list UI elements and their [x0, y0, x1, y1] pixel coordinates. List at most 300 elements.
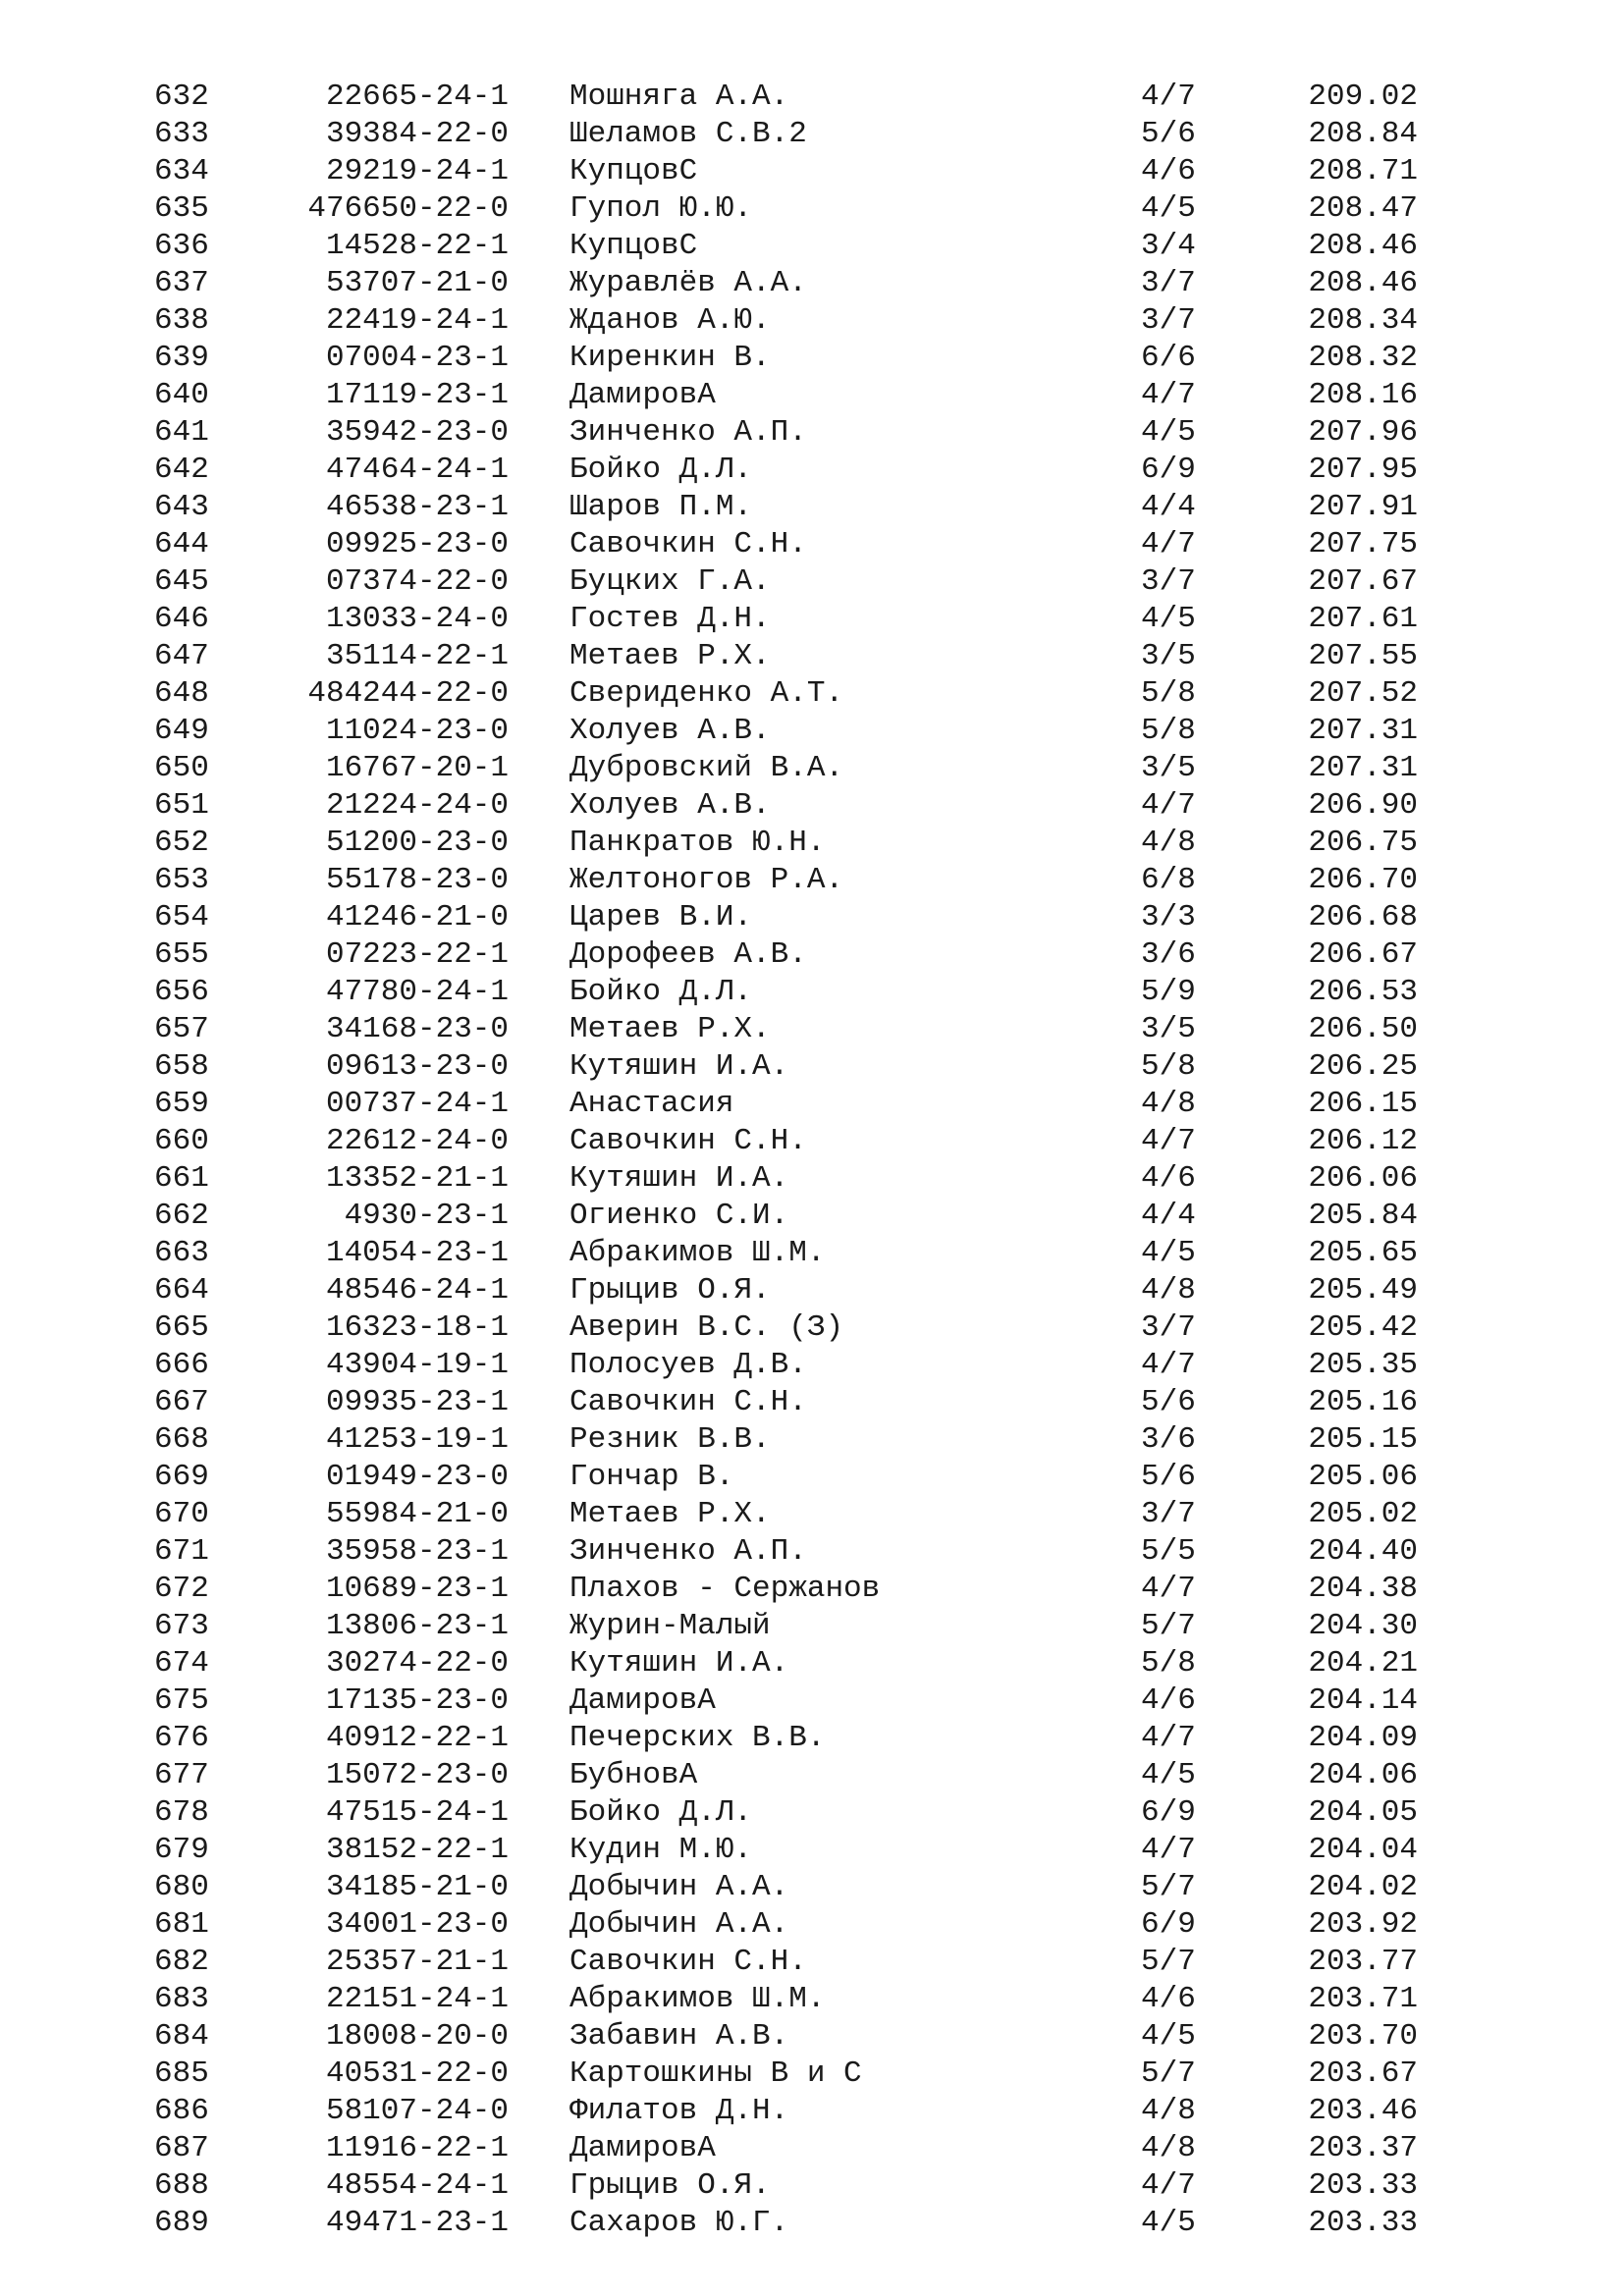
owner-name-cell: Журавлёв А.А.: [569, 266, 807, 300]
table-row: [0, 1720, 1624, 1757]
table-row: [0, 1421, 1624, 1459]
score-cell: 205.35: [1308, 1348, 1418, 1382]
score-cell: 204.38: [1308, 1572, 1418, 1606]
entry-id-cell: 55984-21-0: [325, 1497, 509, 1531]
table-row: [0, 414, 1624, 452]
score-cell: 205.06: [1308, 1460, 1418, 1494]
rank-cell: 684: [154, 2019, 209, 2054]
ratio-cell: 3/6: [1141, 1422, 1196, 1457]
score-cell: 206.12: [1308, 1124, 1418, 1158]
rank-cell: 680: [154, 1870, 209, 1904]
owner-name-cell: Журин-Малый: [569, 1609, 771, 1643]
score-cell: 207.31: [1308, 751, 1418, 785]
owner-name-cell: ДамировА: [569, 378, 716, 412]
ratio-cell: 3/5: [1141, 751, 1196, 785]
owner-name-cell: Плахов - Сержанов: [569, 1572, 881, 1606]
owner-name-cell: Огиенко С.И.: [569, 1199, 789, 1233]
score-cell: 204.14: [1308, 1683, 1418, 1718]
score-cell: 207.61: [1308, 602, 1418, 636]
table-row: [0, 936, 1624, 974]
table-row: [0, 713, 1624, 750]
owner-name-cell: Печерских В.В.: [569, 1721, 826, 1755]
score-cell: 207.55: [1308, 639, 1418, 673]
owner-name-cell: Метаев Р.Х.: [569, 1497, 771, 1531]
owner-name-cell: Грыцив О.Я.: [569, 1273, 771, 1308]
owner-name-cell: Шаров П.М.: [569, 490, 753, 524]
ratio-cell: 5/6: [1141, 1385, 1196, 1419]
entry-id-cell: 21224-24-0: [325, 788, 509, 823]
rank-cell: 687: [154, 2131, 209, 2165]
ratio-cell: 3/7: [1141, 1310, 1196, 1345]
score-cell: 205.02: [1308, 1497, 1418, 1531]
table-row: [0, 2167, 1624, 2205]
ratio-cell: 4/7: [1141, 1721, 1196, 1755]
ratio-cell: 4/8: [1141, 826, 1196, 860]
entry-id-cell: 25357-21-1: [325, 1945, 509, 1979]
table-row: [0, 1198, 1624, 1235]
rank-cell: 688: [154, 2168, 209, 2203]
rank-cell: 656: [154, 975, 209, 1009]
ratio-cell: 5/8: [1141, 676, 1196, 711]
owner-name-cell: Жданов А.Ю.: [569, 303, 771, 338]
entry-id-cell: 29219-24-1: [325, 154, 509, 188]
entry-id-cell: 15072-23-0: [325, 1758, 509, 1792]
score-cell: 207.67: [1308, 564, 1418, 599]
entry-id-cell: 22665-24-1: [325, 80, 509, 114]
ratio-cell: 4/5: [1141, 415, 1196, 450]
entry-id-cell: 55178-23-0: [325, 863, 509, 897]
score-cell: 206.06: [1308, 1161, 1418, 1196]
table-row: [0, 1682, 1624, 1720]
rank-cell: 677: [154, 1758, 209, 1792]
entry-id-cell: 16323-18-1: [325, 1310, 509, 1345]
owner-name-cell: Киренкин В.: [569, 341, 771, 375]
owner-name-cell: Гупол Ю.Ю.: [569, 191, 753, 226]
table-row: [0, 1981, 1624, 2018]
rank-cell: 636: [154, 229, 209, 263]
rank-cell: 675: [154, 1683, 209, 1718]
owner-name-cell: КупцовС: [569, 229, 698, 263]
table-row: [0, 452, 1624, 489]
table-row: [0, 1757, 1624, 1794]
score-cell: 203.67: [1308, 2056, 1418, 2091]
owner-name-cell: Бойко Д.Л.: [569, 453, 753, 487]
score-cell: 208.46: [1308, 229, 1418, 263]
table-row: [0, 340, 1624, 377]
entry-id-cell: 35942-23-0: [325, 415, 509, 450]
owner-name-cell: Савочкин С.Н.: [569, 527, 807, 561]
rank-cell: 658: [154, 1049, 209, 1084]
score-cell: 207.95: [1308, 453, 1418, 487]
entry-id-cell: 46538-23-1: [325, 490, 509, 524]
ratio-cell: 3/5: [1141, 1012, 1196, 1046]
table-row: [0, 899, 1624, 936]
ratio-cell: 4/7: [1141, 378, 1196, 412]
ratio-cell: 4/6: [1141, 154, 1196, 188]
ratio-cell: 5/7: [1141, 1870, 1196, 1904]
ratio-cell: 4/5: [1141, 1758, 1196, 1792]
rank-cell: 667: [154, 1385, 209, 1419]
score-cell: 204.05: [1308, 1795, 1418, 1830]
owner-name-cell: Бойко Д.Л.: [569, 975, 753, 1009]
rank-cell: 668: [154, 1422, 209, 1457]
ratio-cell: 4/6: [1141, 1161, 1196, 1196]
owner-name-cell: Кутяшин И.А.: [569, 1049, 789, 1084]
owner-name-cell: Забавин А.В.: [569, 2019, 789, 2054]
rank-cell: 654: [154, 900, 209, 934]
ratio-cell: 5/5: [1141, 1534, 1196, 1569]
ratio-cell: 5/7: [1141, 1609, 1196, 1643]
score-cell: 204.04: [1308, 1833, 1418, 1867]
score-cell: 206.68: [1308, 900, 1418, 934]
rank-cell: 683: [154, 1982, 209, 2016]
entry-id-cell: 47464-24-1: [325, 453, 509, 487]
owner-name-cell: Кутяшин И.А.: [569, 1161, 789, 1196]
score-cell: 204.06: [1308, 1758, 1418, 1792]
table-row: [0, 377, 1624, 414]
score-cell: 206.90: [1308, 788, 1418, 823]
results-table: [0, 79, 1624, 2242]
entry-id-cell: 18008-20-0: [325, 2019, 509, 2054]
ratio-cell: 4/7: [1141, 2168, 1196, 2203]
table-row: [0, 1347, 1624, 1384]
entry-id-cell: 17135-23-0: [325, 1683, 509, 1718]
table-row: [0, 563, 1624, 601]
score-cell: 207.96: [1308, 415, 1418, 450]
rank-cell: 664: [154, 1273, 209, 1308]
rank-cell: 661: [154, 1161, 209, 1196]
owner-name-cell: Гончар В.: [569, 1460, 734, 1494]
ratio-cell: 5/6: [1141, 1460, 1196, 1494]
ratio-cell: 4/4: [1141, 490, 1196, 524]
table-row: [0, 2018, 1624, 2056]
rank-cell: 638: [154, 303, 209, 338]
ratio-cell: 4/7: [1141, 1124, 1196, 1158]
rank-cell: 650: [154, 751, 209, 785]
score-cell: 207.52: [1308, 676, 1418, 711]
rank-cell: 670: [154, 1497, 209, 1531]
score-cell: 203.71: [1308, 1982, 1418, 2016]
ratio-cell: 6/9: [1141, 1795, 1196, 1830]
table-row: [0, 1906, 1624, 1944]
entry-id-cell: 34001-23-0: [325, 1907, 509, 1942]
table-row: [0, 265, 1624, 302]
entry-id-cell: 48546-24-1: [325, 1273, 509, 1308]
score-cell: 206.53: [1308, 975, 1418, 1009]
score-cell: 205.84: [1308, 1199, 1418, 1233]
owner-name-cell: Холуев А.В.: [569, 788, 771, 823]
owner-name-cell: Абракимов Ш.М.: [569, 1236, 826, 1270]
table-row: [0, 1048, 1624, 1086]
owner-name-cell: Кудин М.Ю.: [569, 1833, 753, 1867]
ratio-cell: 6/9: [1141, 1907, 1196, 1942]
ratio-cell: 4/5: [1141, 602, 1196, 636]
score-cell: 203.33: [1308, 2168, 1418, 2203]
rank-cell: 657: [154, 1012, 209, 1046]
rank-cell: 674: [154, 1646, 209, 1681]
owner-name-cell: БубновА: [569, 1758, 698, 1792]
rank-cell: 660: [154, 1124, 209, 1158]
table-row: [0, 489, 1624, 526]
entry-id-cell: 43904-19-1: [325, 1348, 509, 1382]
entry-id-cell: 38152-22-1: [325, 1833, 509, 1867]
score-cell: 205.49: [1308, 1273, 1418, 1308]
ratio-cell: 3/7: [1141, 303, 1196, 338]
entry-id-cell: 07374-22-0: [325, 564, 509, 599]
ratio-cell: 4/5: [1141, 2019, 1196, 2054]
entry-id-cell: 13033-24-0: [325, 602, 509, 636]
entry-id-cell: 22612-24-0: [325, 1124, 509, 1158]
table-row: [0, 974, 1624, 1011]
rank-cell: 642: [154, 453, 209, 487]
entry-id-cell: 47780-24-1: [325, 975, 509, 1009]
rank-cell: 632: [154, 80, 209, 114]
score-cell: 209.02: [1308, 80, 1418, 114]
owner-name-cell: Свериденко А.Т.: [569, 676, 844, 711]
entry-id-cell: 17119-23-1: [325, 378, 509, 412]
rank-cell: 659: [154, 1087, 209, 1121]
score-cell: 205.42: [1308, 1310, 1418, 1345]
rank-cell: 634: [154, 154, 209, 188]
owner-name-cell: Метаев Р.Х.: [569, 639, 771, 673]
rank-cell: 643: [154, 490, 209, 524]
entry-id-cell: 41246-21-0: [325, 900, 509, 934]
ratio-cell: 4/8: [1141, 1273, 1196, 1308]
owner-name-cell: Анастасия: [569, 1087, 734, 1121]
table-row: [0, 1086, 1624, 1123]
table-row: [0, 1384, 1624, 1421]
rank-cell: 665: [154, 1310, 209, 1345]
table-row: [0, 228, 1624, 265]
ratio-cell: 3/6: [1141, 937, 1196, 972]
table-row: [0, 1832, 1624, 1869]
owner-name-cell: Резник В.В.: [569, 1422, 771, 1457]
table-row: [0, 1944, 1624, 1981]
score-cell: 203.46: [1308, 2094, 1418, 2128]
ratio-cell: 4/5: [1141, 1236, 1196, 1270]
table-row: [0, 2056, 1624, 2093]
table-row: [0, 638, 1624, 675]
rank-cell: 646: [154, 602, 209, 636]
ratio-cell: 3/7: [1141, 266, 1196, 300]
entry-id-cell: 49471-23-1: [325, 2206, 509, 2240]
owner-name-cell: Метаев Р.Х.: [569, 1012, 771, 1046]
entry-id-cell: 476650-22-0: [307, 191, 509, 226]
entry-id-cell: 07223-22-1: [325, 937, 509, 972]
ratio-cell: 4/6: [1141, 1683, 1196, 1718]
ratio-cell: 4/7: [1141, 1833, 1196, 1867]
owner-name-cell: Шеламов С.В.2: [569, 117, 807, 151]
rank-cell: 678: [154, 1795, 209, 1830]
ratio-cell: 4/7: [1141, 80, 1196, 114]
entry-id-cell: 13352-21-1: [325, 1161, 509, 1196]
table-row: [0, 2205, 1624, 2242]
table-row: [0, 1869, 1624, 1906]
owner-name-cell: ДамировА: [569, 2131, 716, 2165]
ratio-cell: 5/8: [1141, 714, 1196, 748]
entry-id-cell: 07004-23-1: [325, 341, 509, 375]
rank-cell: 648: [154, 676, 209, 711]
rank-cell: 640: [154, 378, 209, 412]
score-cell: 207.91: [1308, 490, 1418, 524]
rank-cell: 676: [154, 1721, 209, 1755]
table-row: [0, 1533, 1624, 1571]
owner-name-cell: Царев В.И.: [569, 900, 753, 934]
entry-id-cell: 14054-23-1: [325, 1236, 509, 1270]
rank-cell: 641: [154, 415, 209, 450]
rank-cell: 671: [154, 1534, 209, 1569]
ratio-cell: 5/7: [1141, 2056, 1196, 2091]
rank-cell: 662: [154, 1199, 209, 1233]
table-row: [0, 116, 1624, 153]
rank-cell: 651: [154, 788, 209, 823]
table-row: [0, 79, 1624, 116]
score-cell: 206.70: [1308, 863, 1418, 897]
score-cell: 206.50: [1308, 1012, 1418, 1046]
rank-cell: 637: [154, 266, 209, 300]
ratio-cell: 6/9: [1141, 453, 1196, 487]
ratio-cell: 4/5: [1141, 191, 1196, 226]
entry-id-cell: 22151-24-1: [325, 1982, 509, 2016]
score-cell: 208.32: [1308, 341, 1418, 375]
rank-cell: 635: [154, 191, 209, 226]
ratio-cell: 3/4: [1141, 229, 1196, 263]
owner-name-cell: Буцких Г.А.: [569, 564, 771, 599]
table-row: [0, 1571, 1624, 1608]
ratio-cell: 5/7: [1141, 1945, 1196, 1979]
owner-name-cell: Аверин В.С. (З): [569, 1310, 844, 1345]
score-cell: 204.09: [1308, 1721, 1418, 1755]
entry-id-cell: 11024-23-0: [325, 714, 509, 748]
score-cell: 203.37: [1308, 2131, 1418, 2165]
entry-id-cell: 58107-24-0: [325, 2094, 509, 2128]
entry-id-cell: 14528-22-1: [325, 229, 509, 263]
score-cell: 207.75: [1308, 527, 1418, 561]
ratio-cell: 4/5: [1141, 2206, 1196, 2240]
table-row: [0, 825, 1624, 862]
owner-name-cell: Панкратов Ю.Н.: [569, 826, 826, 860]
table-row: [0, 1011, 1624, 1048]
ratio-cell: 4/8: [1141, 2094, 1196, 2128]
entry-id-cell: 09925-23-0: [325, 527, 509, 561]
entry-id-cell: 01949-23-0: [325, 1460, 509, 1494]
score-cell: 203.70: [1308, 2019, 1418, 2054]
owner-name-cell: КупцовС: [569, 154, 698, 188]
owner-name-cell: Савочкин С.Н.: [569, 1124, 807, 1158]
score-cell: 208.71: [1308, 154, 1418, 188]
score-cell: 207.31: [1308, 714, 1418, 748]
entry-id-cell: 47515-24-1: [325, 1795, 509, 1830]
score-cell: 208.47: [1308, 191, 1418, 226]
ratio-cell: 4/7: [1141, 788, 1196, 823]
score-cell: 203.77: [1308, 1945, 1418, 1979]
ratio-cell: 4/4: [1141, 1199, 1196, 1233]
rank-cell: 663: [154, 1236, 209, 1270]
rank-cell: 644: [154, 527, 209, 561]
entry-id-cell: 11916-22-1: [325, 2131, 509, 2165]
entry-id-cell: 40912-22-1: [325, 1721, 509, 1755]
score-cell: 208.34: [1308, 303, 1418, 338]
owner-name-cell: Абракимов Ш.М.: [569, 1982, 826, 2016]
table-row: [0, 302, 1624, 340]
ratio-cell: 5/8: [1141, 1049, 1196, 1084]
entry-id-cell: 13806-23-1: [325, 1609, 509, 1643]
owner-name-cell: ДамировА: [569, 1683, 716, 1718]
score-cell: 208.84: [1308, 117, 1418, 151]
table-row: [0, 1272, 1624, 1309]
table-row: [0, 2130, 1624, 2167]
entry-id-cell: 40531-22-0: [325, 2056, 509, 2091]
table-row: [0, 1235, 1624, 1272]
table-row: [0, 190, 1624, 228]
ratio-cell: 4/7: [1141, 1348, 1196, 1382]
score-cell: 204.21: [1308, 1646, 1418, 1681]
owner-name-cell: Зинченко А.П.: [569, 415, 807, 450]
ratio-cell: 6/8: [1141, 863, 1196, 897]
rank-cell: 666: [154, 1348, 209, 1382]
entry-id-cell: 51200-23-0: [325, 826, 509, 860]
entry-id-cell: 35114-22-1: [325, 639, 509, 673]
owner-name-cell: Мошняга А.А.: [569, 80, 789, 114]
entry-id-cell: 34168-23-0: [325, 1012, 509, 1046]
ratio-cell: 4/8: [1141, 2131, 1196, 2165]
score-cell: 204.40: [1308, 1534, 1418, 1569]
entry-id-cell: 09613-23-0: [325, 1049, 509, 1084]
entry-id-cell: 22419-24-1: [325, 303, 509, 338]
ratio-cell: 3/5: [1141, 639, 1196, 673]
table-row: [0, 1160, 1624, 1198]
score-cell: 208.46: [1308, 266, 1418, 300]
ratio-cell: 4/7: [1141, 1572, 1196, 1606]
rank-cell: 647: [154, 639, 209, 673]
entry-id-cell: 34185-21-0: [325, 1870, 509, 1904]
owner-name-cell: Дубровский В.А.: [569, 751, 844, 785]
owner-name-cell: Желтоногов Р.А.: [569, 863, 844, 897]
entry-id-cell: 00737-24-1: [325, 1087, 509, 1121]
table-row: [0, 1496, 1624, 1533]
owner-name-cell: Зинченко А.П.: [569, 1534, 807, 1569]
rank-cell: 639: [154, 341, 209, 375]
rank-cell: 652: [154, 826, 209, 860]
entry-id-cell: 35958-23-1: [325, 1534, 509, 1569]
table-row: [0, 1309, 1624, 1347]
ratio-cell: 5/8: [1141, 1646, 1196, 1681]
owner-name-cell: Грыцив О.Я.: [569, 2168, 771, 2203]
table-row: [0, 1123, 1624, 1160]
score-cell: 204.30: [1308, 1609, 1418, 1643]
owner-name-cell: Холуев А.В.: [569, 714, 771, 748]
ratio-cell: 5/6: [1141, 117, 1196, 151]
table-row: [0, 787, 1624, 825]
ratio-cell: 3/7: [1141, 1497, 1196, 1531]
table-row: [0, 1794, 1624, 1832]
rank-cell: 679: [154, 1833, 209, 1867]
score-cell: 206.15: [1308, 1087, 1418, 1121]
entry-id-cell: 41253-19-1: [325, 1422, 509, 1457]
rank-cell: 682: [154, 1945, 209, 1979]
ratio-cell: 4/6: [1141, 1982, 1196, 2016]
table-row: [0, 1608, 1624, 1645]
owner-name-cell: Бойко Д.Л.: [569, 1795, 753, 1830]
rank-cell: 681: [154, 1907, 209, 1942]
table-row: [0, 750, 1624, 787]
owner-name-cell: Добычин А.А.: [569, 1870, 789, 1904]
ratio-cell: 6/6: [1141, 341, 1196, 375]
score-cell: 206.67: [1308, 937, 1418, 972]
entry-id-cell: 09935-23-1: [325, 1385, 509, 1419]
ratio-cell: 4/8: [1141, 1087, 1196, 1121]
owner-name-cell: Савочкин С.Н.: [569, 1945, 807, 1979]
